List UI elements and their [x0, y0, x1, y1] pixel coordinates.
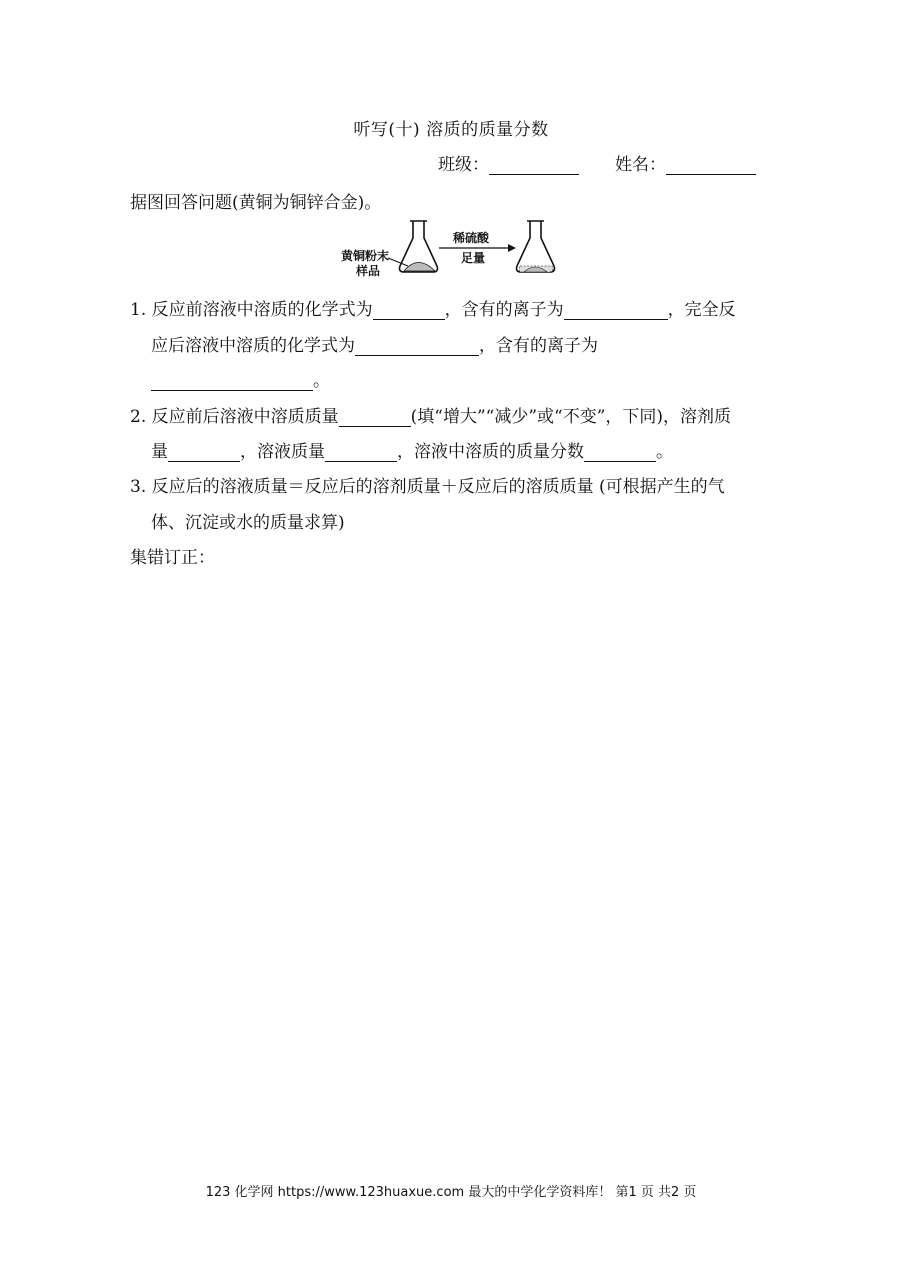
reaction-figure	[338, 218, 568, 280]
right-flask-icon	[517, 221, 555, 272]
class-blank[interactable]	[489, 155, 579, 175]
question-1-line-2: 应后溶液中溶质的化学式为 ，含有的离子为	[151, 336, 598, 356]
figure-arrow-top: 稀硫酸	[453, 231, 490, 245]
class-label: 班级：	[438, 155, 489, 175]
question-3-line-1: 3. 反应后的溶液质量＝反应后的溶剂质量＋反应后的溶质质量 (可根据产生的气	[130, 477, 725, 497]
corrections-label: 集错订正：	[130, 548, 215, 568]
figure-arrow-bottom: 足量	[461, 251, 486, 265]
q1-blank-2[interactable]	[564, 300, 668, 320]
page-footer: 123 化学网 https://www.123huaxue.com 最大的中学化学资料库！ 第1 页 共2 页	[205, 1185, 697, 1200]
page-title: 听写(十) 溶质的质量分数	[353, 120, 549, 140]
figure-left-label-1: 黄铜粉末	[341, 249, 390, 263]
question-2-line-1: 2. 反应前后溶液中溶质质量 (填“增大”“减少”或“不变”，下同)，溶剂质	[130, 407, 732, 427]
question-1-line-3: 。	[151, 366, 330, 391]
q2-blank-3[interactable]	[325, 442, 397, 462]
q1-blank-3[interactable]	[355, 336, 479, 356]
q2-blank-4[interactable]	[584, 442, 656, 462]
q1-blank-1[interactable]	[373, 300, 445, 320]
intro-text: 据图回答问题(黄铜为铜锌合金)。	[130, 193, 382, 213]
q2-blank-1[interactable]	[339, 407, 411, 427]
q2-blank-2[interactable]	[168, 442, 240, 462]
student-info	[438, 150, 756, 175]
question-1-line-1: 1. 反应前溶液中溶质的化学式为 ，含有的离子为 ，完全反	[130, 300, 736, 320]
name-label: 姓名：	[615, 155, 666, 175]
q1-blank-4[interactable]	[151, 371, 313, 391]
name-blank[interactable]	[666, 155, 756, 175]
question-3-line-2: 体、沉淀或水的质量求算)	[151, 513, 345, 533]
question-2-line-2: 量 ，溶液质量 ，溶液中溶质的质量分数 。	[151, 442, 673, 462]
question-1-number: 1.	[130, 300, 147, 320]
figure-left-label-2: 样品	[356, 264, 381, 278]
question-3-number: 3.	[130, 477, 147, 497]
question-2-number: 2.	[130, 407, 147, 427]
